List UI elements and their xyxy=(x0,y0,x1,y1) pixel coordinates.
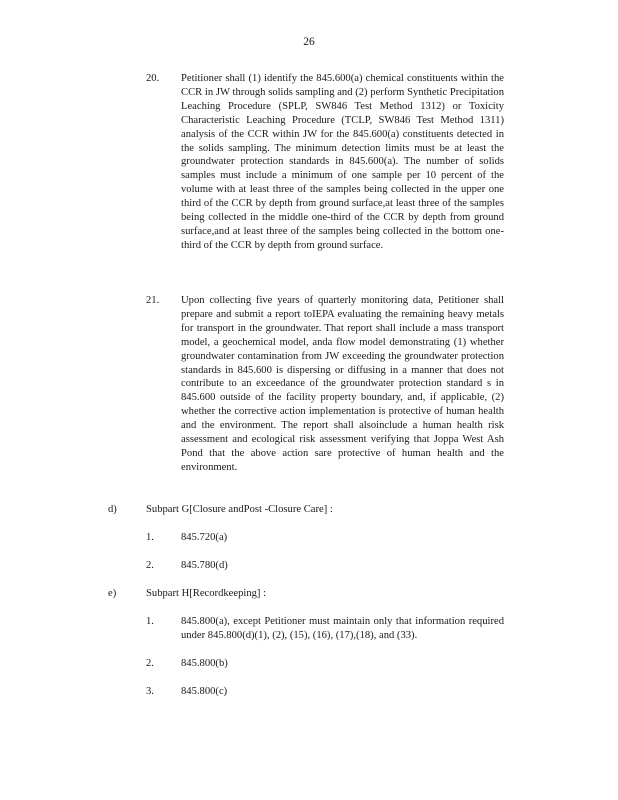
item-marker: 2. xyxy=(146,560,154,571)
page-number: 26 xyxy=(303,36,315,48)
item-marker: 1. xyxy=(146,616,154,627)
item-text: 845.780(d) xyxy=(181,560,228,571)
item-text: 845.800(b) xyxy=(181,658,228,669)
item-text: 845.720(a) xyxy=(181,532,228,543)
section-title: Subpart G[Closure andPost -Closure Care] : xyxy=(146,504,333,515)
item-marker: 20. xyxy=(146,73,160,84)
item-text: 845.800(a), except Petitioner must maintain only that information required under 845.800(d)(1), (2), (15), (16), (17),(18), and (33). xyxy=(181,616,504,641)
item-text: 845.800(c) xyxy=(181,686,228,697)
item-marker: 2. xyxy=(146,658,154,669)
section-title: Subpart H[Recordkeeping] : xyxy=(146,588,267,599)
item-text: Upon collecting five years of quarterly monitoring data, Petitioner shall prepare and submit a report toIEPA evaluating the remaining heavy metals for transport in the groundwater. That report shall include a mass transport model, a geochemical model, anda flow model demonstrating (1) whether groundwater contamination from JW exceeding the groundwater protection standards in 845.600 is dispersing or diffusing in a manner that does not contribute to an exceedance of the groundwater protection standard s in 845.600 outside of the facility property boundary, and, if applicable, (2) whether the corrective action implementation is protective of human health and the environment. The report shall alsoinclude a human health risk assessment and ecological risk assessment verifying that Joppa West Ash Pond that the above action sare protective of human health and the environment. xyxy=(181,295,504,473)
section-marker: e) xyxy=(108,588,117,599)
item-text: Petitioner shall (1) identify the 845.600(a) chemical constituents within the CCR in JW through solids sampling and (2) perform Synthetic Precipitation Leaching Procedure (SPLP, SW846 Test Method 1312) or Toxicity Characteristic Leaching Procedure (TCLP, SW846 Test Method 1311) analysis of the CCR within JW for the 845.600(a) constituents detected in the solids sampling. The minimum detection limits must be at least the groundwater protection standards in 845.600(a). The number of solids samples must include a minimum of one sample per 10 percent of the volume with at least three of the samples being collected in the upper one third of the CCR by depth from ground surface,at least three of the samples being collected in the middle one-third of the CCR by depth from ground surface,and at least three of the samples being collected in the bottom one-third of the CCR by depth from ground surface. xyxy=(181,73,504,251)
item-marker: 1. xyxy=(146,532,154,543)
section-marker: d) xyxy=(108,504,117,515)
item-marker: 21. xyxy=(146,295,160,306)
item-marker: 3. xyxy=(146,686,154,697)
